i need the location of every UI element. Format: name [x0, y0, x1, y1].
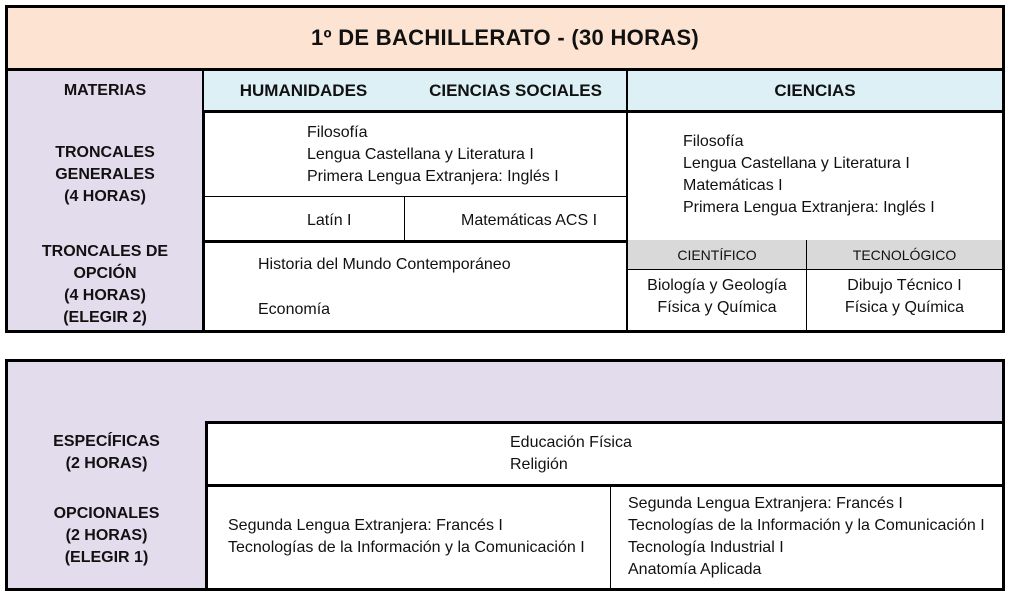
tg-sociales-specific: Matemáticas ACS I — [461, 212, 598, 229]
to-tecnologico — [807, 275, 1002, 319]
label-opc-line1: OPCIONALES — [53, 505, 160, 522]
to-tecnologico-item: Física y Química — [844, 299, 965, 316]
label-especificas — [5, 421, 208, 487]
tg-common-item: Filosofía — [307, 124, 368, 141]
label-tg-line3: (4 HORAS) — [64, 188, 146, 205]
opcionales-right — [628, 493, 1000, 581]
label-opc-line3: (ELEGIR 1) — [64, 549, 149, 566]
label-opcionales — [5, 484, 208, 591]
especificas-item: Educación Física — [510, 434, 632, 451]
subheader-cientifico: CIENTÍFICO — [628, 240, 806, 270]
opcionales-right-item: Segunda Lengua Extranjera: Francés I — [628, 495, 903, 512]
label-to-line3: (4 HORAS) — [64, 287, 146, 304]
to-hum-soc-item: Economía — [258, 301, 331, 318]
to-cientifico-item: Física y Química — [657, 299, 777, 316]
opcionales-right-item: Anatomía Aplicada — [628, 561, 762, 578]
to-cientifico — [628, 275, 806, 319]
table-1 — [5, 5, 1005, 333]
opcionales-left-item: Tecnologías de la Información y la Comunicación I — [228, 539, 585, 556]
header-humanidades: HUMANIDADES — [202, 68, 405, 113]
tg-ciencias-item: Lengua Castellana y Literatura I — [683, 155, 910, 172]
tg-humanidades-specific: Latín I — [307, 212, 352, 229]
especificas-items — [510, 432, 810, 476]
header-materias: MATERIAS — [5, 68, 205, 113]
label-troncales-generales — [5, 110, 205, 243]
label-tg-line1: TRONCALES — [55, 144, 155, 161]
label-esp-line1: ESPECÍFICAS — [53, 432, 160, 450]
header-ciencias: CIENCIAS — [626, 68, 1005, 113]
label-to-line4: (ELEGIR 2) — [63, 309, 147, 326]
tg-ciencias-item: Filosofía — [683, 133, 744, 150]
to-tecnologico-item: Dibujo Técnico I — [847, 277, 962, 294]
opcionales-right-item: Tecnología Industrial I — [628, 539, 784, 556]
tg-ciencias — [683, 131, 1001, 219]
label-opc-line2: (2 HORAS) — [65, 527, 148, 544]
table-2-header-band — [5, 359, 1005, 424]
subheader-tecnologico: TECNOLÓGICO — [806, 240, 1002, 270]
to-cientifico-item: Biología y Geología — [647, 277, 787, 294]
tg-ciencias-item: Primera Lengua Extranjera: Inglés I — [683, 199, 935, 216]
label-to-line1: TRONCALES DE — [41, 243, 169, 260]
label-tg-line2: GENERALES — [55, 166, 155, 183]
opcionales-right-item: Tecnologías de la Información y la Comunicación I — [628, 517, 985, 534]
opcionales-left — [228, 515, 608, 559]
label-esp-line2: (2 HORAS) — [65, 454, 148, 472]
tg-common-item: Lengua Castellana y Literatura I — [307, 146, 534, 163]
table-1-title: 1º DE BACHILLERATO - (30 HORAS) — [5, 5, 1005, 71]
label-troncales-opcion — [5, 240, 205, 333]
especificas-item: Religión — [510, 456, 568, 473]
label-to-line2: OPCIÓN — [73, 265, 137, 282]
to-hum-soc-item: Historia del Mundo Contemporáneo — [258, 256, 511, 273]
tg-hum-soc-common — [307, 122, 625, 188]
tg-common-item: Primera Lengua Extranjera: Inglés I — [307, 168, 559, 185]
table-2 — [5, 359, 1005, 591]
header-ciencias-sociales: CIENCIAS SOCIALES — [403, 68, 628, 113]
opcionales-left-item: Segunda Lengua Extranjera: Francés I — [228, 517, 503, 534]
tg-ciencias-item: Matemáticas I — [683, 177, 783, 194]
